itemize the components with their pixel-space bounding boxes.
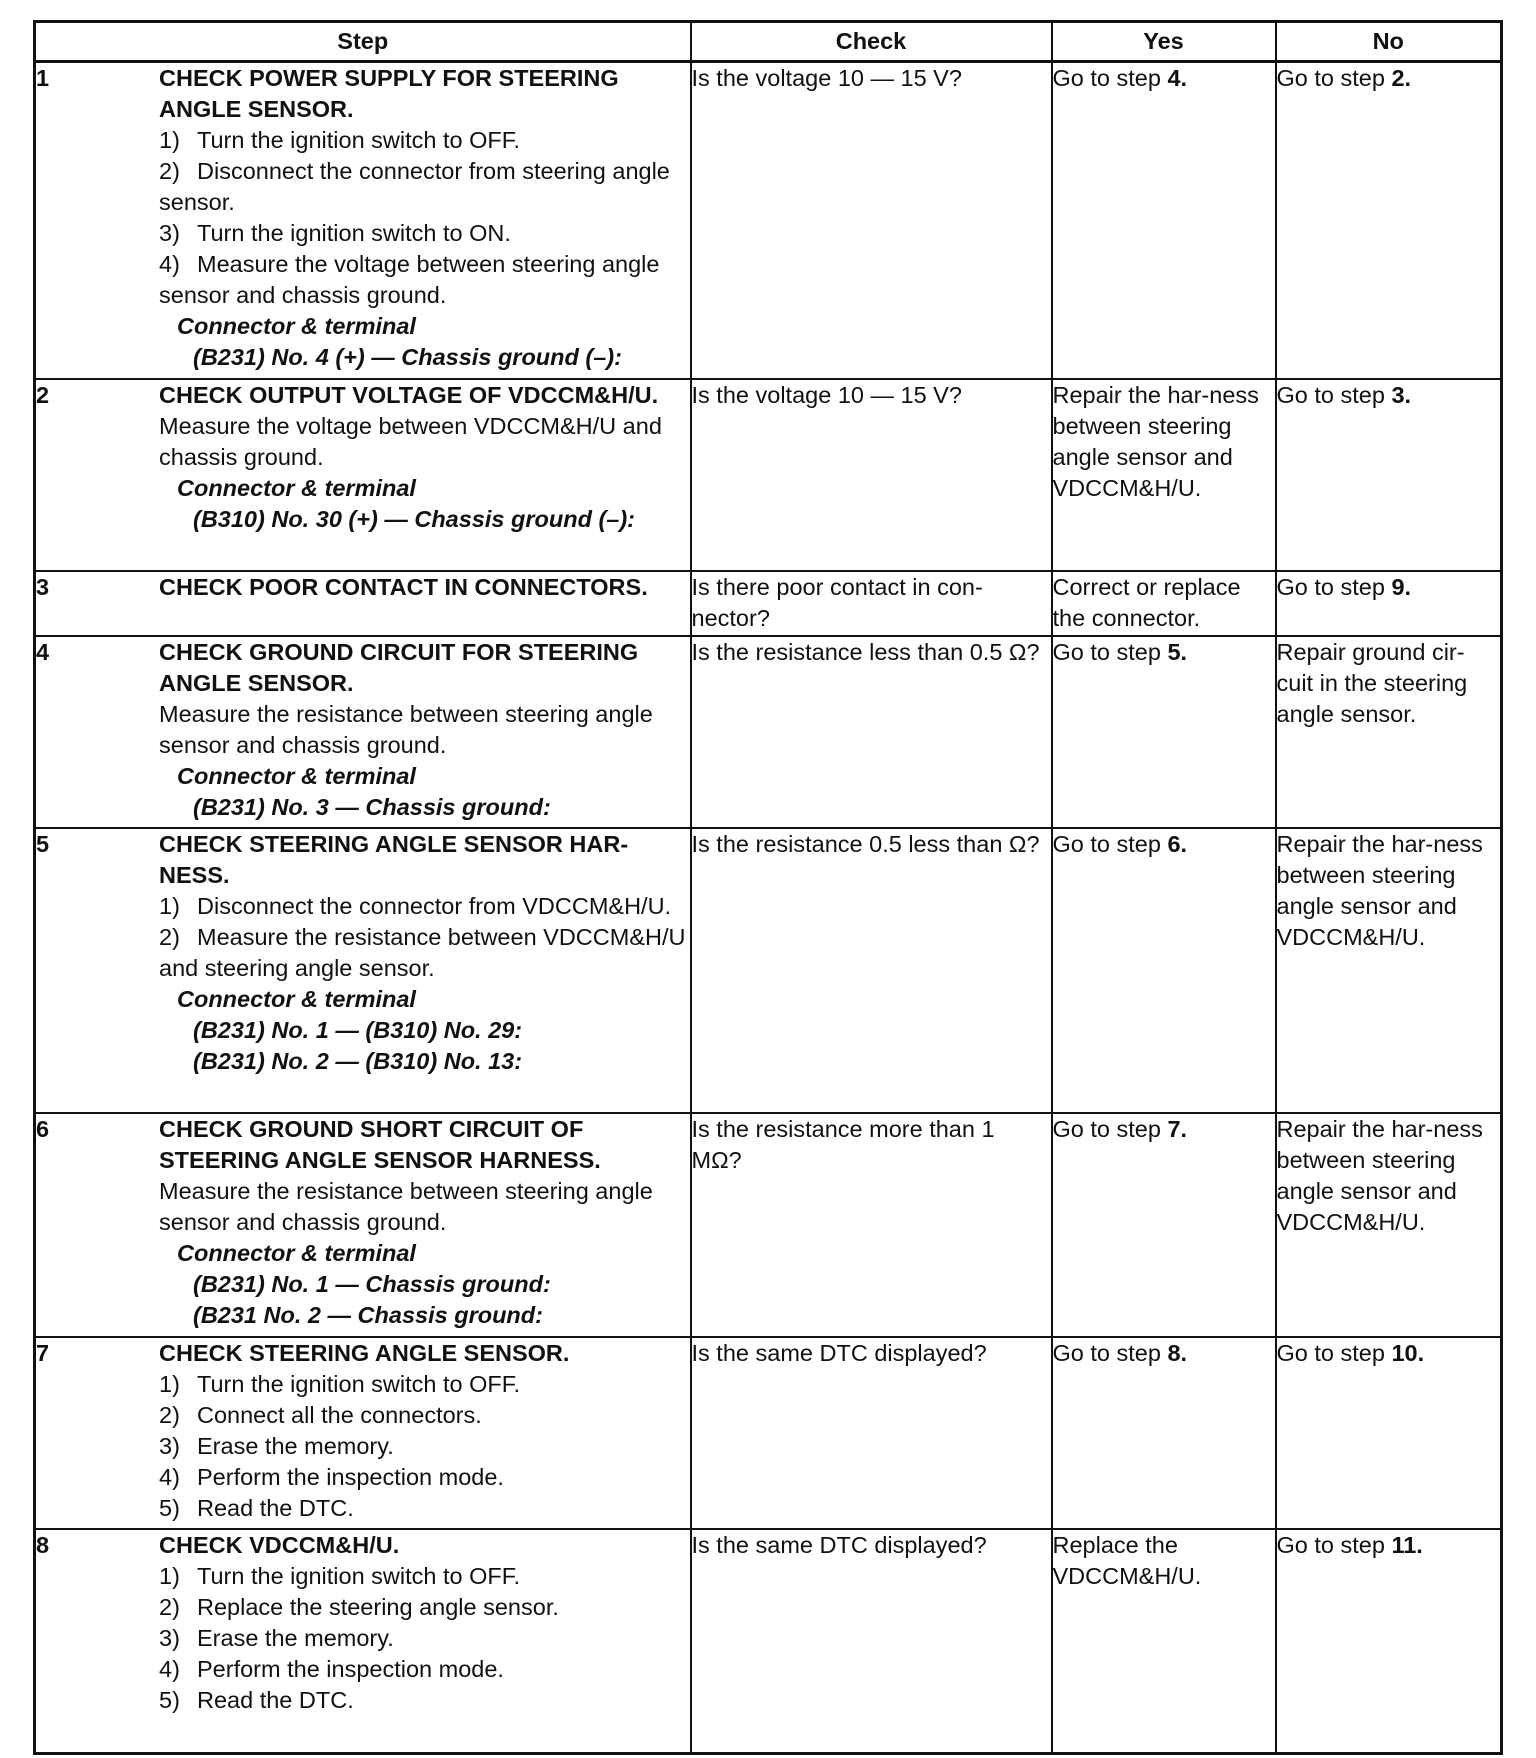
step-title: CHECK GROUND SHORT CIRCUIT OF STEERING ANGLE SENSOR HARNESS.: [159, 1115, 601, 1173]
item-text: Turn the ignition switch to OFF.: [197, 1563, 521, 1590]
yes-text: Go to step: [1052, 65, 1168, 91]
item-number: 2): [159, 1594, 180, 1621]
table-row: [35, 379, 1502, 571]
procedure-item: [159, 156, 690, 218]
procedure-item: [159, 1654, 690, 1685]
table-row: [35, 571, 1502, 636]
no-step-period: .: [1416, 1532, 1423, 1559]
step-number: 1: [36, 65, 50, 91]
step-cell: [35, 1337, 691, 1529]
item-text: Perform the inspection mode.: [197, 1656, 504, 1683]
no-step-ref: 2: [1391, 65, 1405, 91]
yes-step-ref: 7: [1167, 1115, 1181, 1142]
table-body: [35, 62, 1502, 1754]
no-step-ref: 3: [1391, 381, 1405, 408]
yes-step-ref: 6: [1167, 830, 1181, 857]
item-text: Disconnect the connector from VDCCM&H/U.: [197, 892, 672, 919]
no-cell: [1276, 1113, 1502, 1337]
procedure-item: [159, 891, 690, 922]
connector-heading: Connector & terminal: [177, 313, 416, 339]
no-cell: [1276, 379, 1502, 571]
no-step-ref: 9: [1391, 573, 1405, 600]
item-number: 4): [159, 1656, 180, 1683]
item-text: Turn the ignition switch to OFF.: [197, 1371, 521, 1398]
header-yes: Yes: [1052, 22, 1276, 62]
step-cell: [35, 379, 691, 571]
no-cell: [1276, 1529, 1502, 1753]
item-number: 1): [159, 1563, 180, 1590]
step-number: 4: [36, 638, 50, 665]
yes-text: Go to step: [1052, 1340, 1168, 1367]
yes-text: Go to step: [1052, 830, 1168, 857]
yes-text: Go to step: [1052, 1115, 1168, 1142]
procedure-item: [159, 1493, 690, 1524]
yes-cell: [1052, 571, 1276, 636]
check-cell: Is the resistance more than 1 MΩ?: [691, 1113, 1052, 1337]
connector-heading: Connector & terminal: [177, 1239, 416, 1266]
connector-heading: Connector & terminal: [177, 474, 416, 501]
step-cell: [35, 1529, 691, 1753]
connector-terminal: (B231) No. 3 — Chassis ground:: [193, 793, 551, 820]
item-text: Perform the inspection mode.: [197, 1464, 504, 1491]
item-text: Erase the memory.: [197, 1433, 394, 1460]
yes-step-period: .: [1180, 1115, 1188, 1142]
no-text: Go to step: [1276, 573, 1392, 600]
table-row: [35, 1337, 1502, 1529]
item-number: 1): [159, 892, 180, 919]
item-number: 5): [159, 1687, 180, 1714]
table-row: [35, 636, 1502, 828]
check-cell: Is the voltage 10 — 15 V?: [691, 379, 1052, 571]
yes-cell: [1052, 1337, 1276, 1529]
table-row: [35, 828, 1502, 1113]
step-number: 6: [36, 1115, 50, 1142]
step-title: CHECK POWER SUPPLY FOR STEERING ANGLE SENSOR.: [159, 65, 619, 122]
yes-step-period: .: [1180, 1340, 1188, 1367]
item-number: 1): [159, 127, 180, 153]
item-number: 3): [159, 220, 180, 246]
no-cell: [1276, 1337, 1502, 1529]
item-text: Turn the ignition switch to OFF.: [197, 127, 521, 153]
procedure-item: [159, 125, 690, 156]
yes-step-ref: 4: [1167, 65, 1181, 91]
step-title: CHECK GROUND CIRCUIT FOR STEERING ANGLE SENSOR.: [159, 638, 639, 696]
yes-cell: [1052, 636, 1276, 828]
procedure-item: [159, 1623, 690, 1654]
step-title: CHECK OUTPUT VOLTAGE OF VDCCM&H/U.: [159, 381, 659, 408]
step-description: Measure the voltage between VDCCM&H/U and chassis ground.: [159, 412, 662, 470]
procedure-item: [159, 922, 690, 984]
no-step-ref: 11: [1391, 1532, 1417, 1559]
step-cell: [35, 571, 691, 636]
no-step-period: .: [1404, 65, 1412, 91]
yes-cell: [1052, 1113, 1276, 1337]
connector-terminal: (B231) No. 1 — Chassis ground:: [193, 1270, 551, 1297]
procedure-item: [159, 1431, 690, 1462]
yes-cell: [1052, 1529, 1276, 1753]
item-text: Replace the steering angle sensor.: [197, 1594, 559, 1621]
no-step-period: .: [1404, 573, 1412, 600]
step-number: 7: [36, 1340, 50, 1367]
check-cell: Is the same DTC displayed?: [691, 1529, 1052, 1753]
diagnostic-table: [33, 20, 1503, 1755]
yes-step-period: .: [1180, 638, 1188, 665]
step-number: 3: [36, 573, 50, 600]
procedure-item: [159, 1685, 690, 1716]
header-no: No: [1276, 22, 1502, 62]
yes-text: Replace the VDCCM&H/U.: [1052, 1532, 1202, 1590]
connector-heading: Connector & terminal: [177, 985, 416, 1012]
yes-step-period: .: [1180, 830, 1188, 857]
no-text: Go to step: [1276, 1532, 1392, 1559]
header-step: Step: [35, 22, 691, 62]
no-text: Go to step: [1276, 381, 1392, 408]
connector-terminal: (B310) No. 30 (+) — Chassis ground (–):: [193, 505, 636, 532]
item-text: Connect all the connectors.: [197, 1402, 482, 1429]
item-number: 3): [159, 1625, 180, 1652]
item-number: 1): [159, 1371, 180, 1398]
no-cell: [1276, 571, 1502, 636]
item-text: Disconnect the connector from steering angle sensor.: [159, 158, 670, 215]
item-text: Measure the voltage between steering angle sensor and chassis ground.: [159, 251, 660, 308]
step-cell: [35, 828, 691, 1113]
connector-terminal: (B231) No. 2 — (B310) No. 13:: [193, 1047, 523, 1074]
connector-heading: Connector & terminal: [177, 762, 416, 789]
no-cell: [1276, 636, 1502, 828]
yes-cell: [1052, 828, 1276, 1113]
yes-step-ref: 5: [1167, 638, 1181, 665]
step-title: CHECK STEERING ANGLE SENSOR HAR-NESS.: [159, 830, 629, 888]
procedure-item: [159, 1561, 690, 1592]
procedure-item: [159, 249, 690, 311]
item-number: 4): [159, 1464, 180, 1491]
no-text: Go to step: [1276, 65, 1392, 91]
item-text: Erase the memory.: [197, 1625, 394, 1652]
check-cell: Is there poor contact in con-nector?: [691, 571, 1052, 636]
item-number: 2): [159, 923, 180, 950]
item-text: Read the DTC.: [197, 1687, 354, 1714]
table-row: [35, 62, 1502, 379]
yes-step-period: .: [1180, 65, 1188, 91]
item-text: Measure the resistance between VDCCM&H/U and steering angle sensor.: [159, 923, 686, 981]
yes-text: Go to step: [1052, 638, 1168, 665]
check-cell: Is the same DTC displayed?: [691, 1337, 1052, 1529]
table-row: [35, 1113, 1502, 1337]
yes-cell: [1052, 379, 1276, 571]
yes-text: Correct or replace the connector.: [1052, 573, 1241, 631]
item-text: Turn the ignition switch to ON.: [197, 220, 511, 246]
table-row: [35, 1529, 1502, 1753]
no-text: Repair the har-ness between steering angle sensor and VDCCM&H/U.: [1276, 1115, 1483, 1235]
step-title: CHECK POOR CONTACT IN CONNECTORS.: [159, 573, 648, 600]
step-number: 5: [36, 830, 50, 857]
procedure-item: [159, 1592, 690, 1623]
check-cell: Is the voltage 10 — 15 V?: [691, 62, 1052, 379]
no-cell: [1276, 62, 1502, 379]
no-text: Repair ground cir-cuit in the steering angle sensor.: [1276, 638, 1468, 727]
procedure-item: [159, 1400, 690, 1431]
step-title: CHECK STEERING ANGLE SENSOR.: [159, 1340, 570, 1367]
check-cell: Is the resistance 0.5 less than Ω?: [691, 828, 1052, 1113]
step-cell: [35, 636, 691, 828]
no-step-period: .: [1417, 1340, 1425, 1367]
no-step-ref: 10: [1391, 1340, 1418, 1367]
step-description: Measure the resistance between steering angle sensor and chassis ground.: [159, 1177, 653, 1235]
step-title: CHECK VDCCM&H/U.: [159, 1532, 400, 1559]
check-cell: Is the resistance less than 0.5 Ω?: [691, 636, 1052, 828]
step-cell: [35, 1113, 691, 1337]
step-number: 8: [36, 1532, 50, 1559]
step-description: Measure the resistance between steering angle sensor and chassis ground.: [159, 700, 653, 758]
step-cell: [35, 62, 691, 379]
item-number: 2): [159, 158, 180, 184]
procedure-item: [159, 218, 690, 249]
yes-step-ref: 8: [1167, 1340, 1181, 1367]
item-number: 4): [159, 251, 180, 277]
item-text: Read the DTC.: [197, 1495, 354, 1522]
item-number: 2): [159, 1402, 180, 1429]
procedure-item: [159, 1462, 690, 1493]
yes-text: Repair the har-ness between steering angle sensor and VDCCM&H/U.: [1052, 381, 1259, 501]
procedure-item: [159, 1369, 690, 1400]
item-number: 5): [159, 1495, 180, 1522]
header-check: Check: [691, 22, 1052, 62]
no-cell: [1276, 828, 1502, 1113]
connector-terminal: (B231) No. 1 — (B310) No. 29:: [193, 1016, 523, 1043]
no-text: Repair the har-ness between steering angle sensor and VDCCM&H/U.: [1276, 830, 1483, 950]
item-number: 3): [159, 1433, 180, 1460]
yes-cell: [1052, 62, 1276, 379]
connector-terminal: (B231) No. 4 (+) — Chassis ground (–):: [193, 344, 622, 370]
header-row: [35, 22, 1502, 62]
step-number: 2: [36, 381, 50, 408]
no-text: Go to step: [1276, 1340, 1392, 1367]
connector-terminal: (B231 No. 2 — Chassis ground:: [193, 1301, 543, 1328]
no-step-period: .: [1404, 381, 1412, 408]
